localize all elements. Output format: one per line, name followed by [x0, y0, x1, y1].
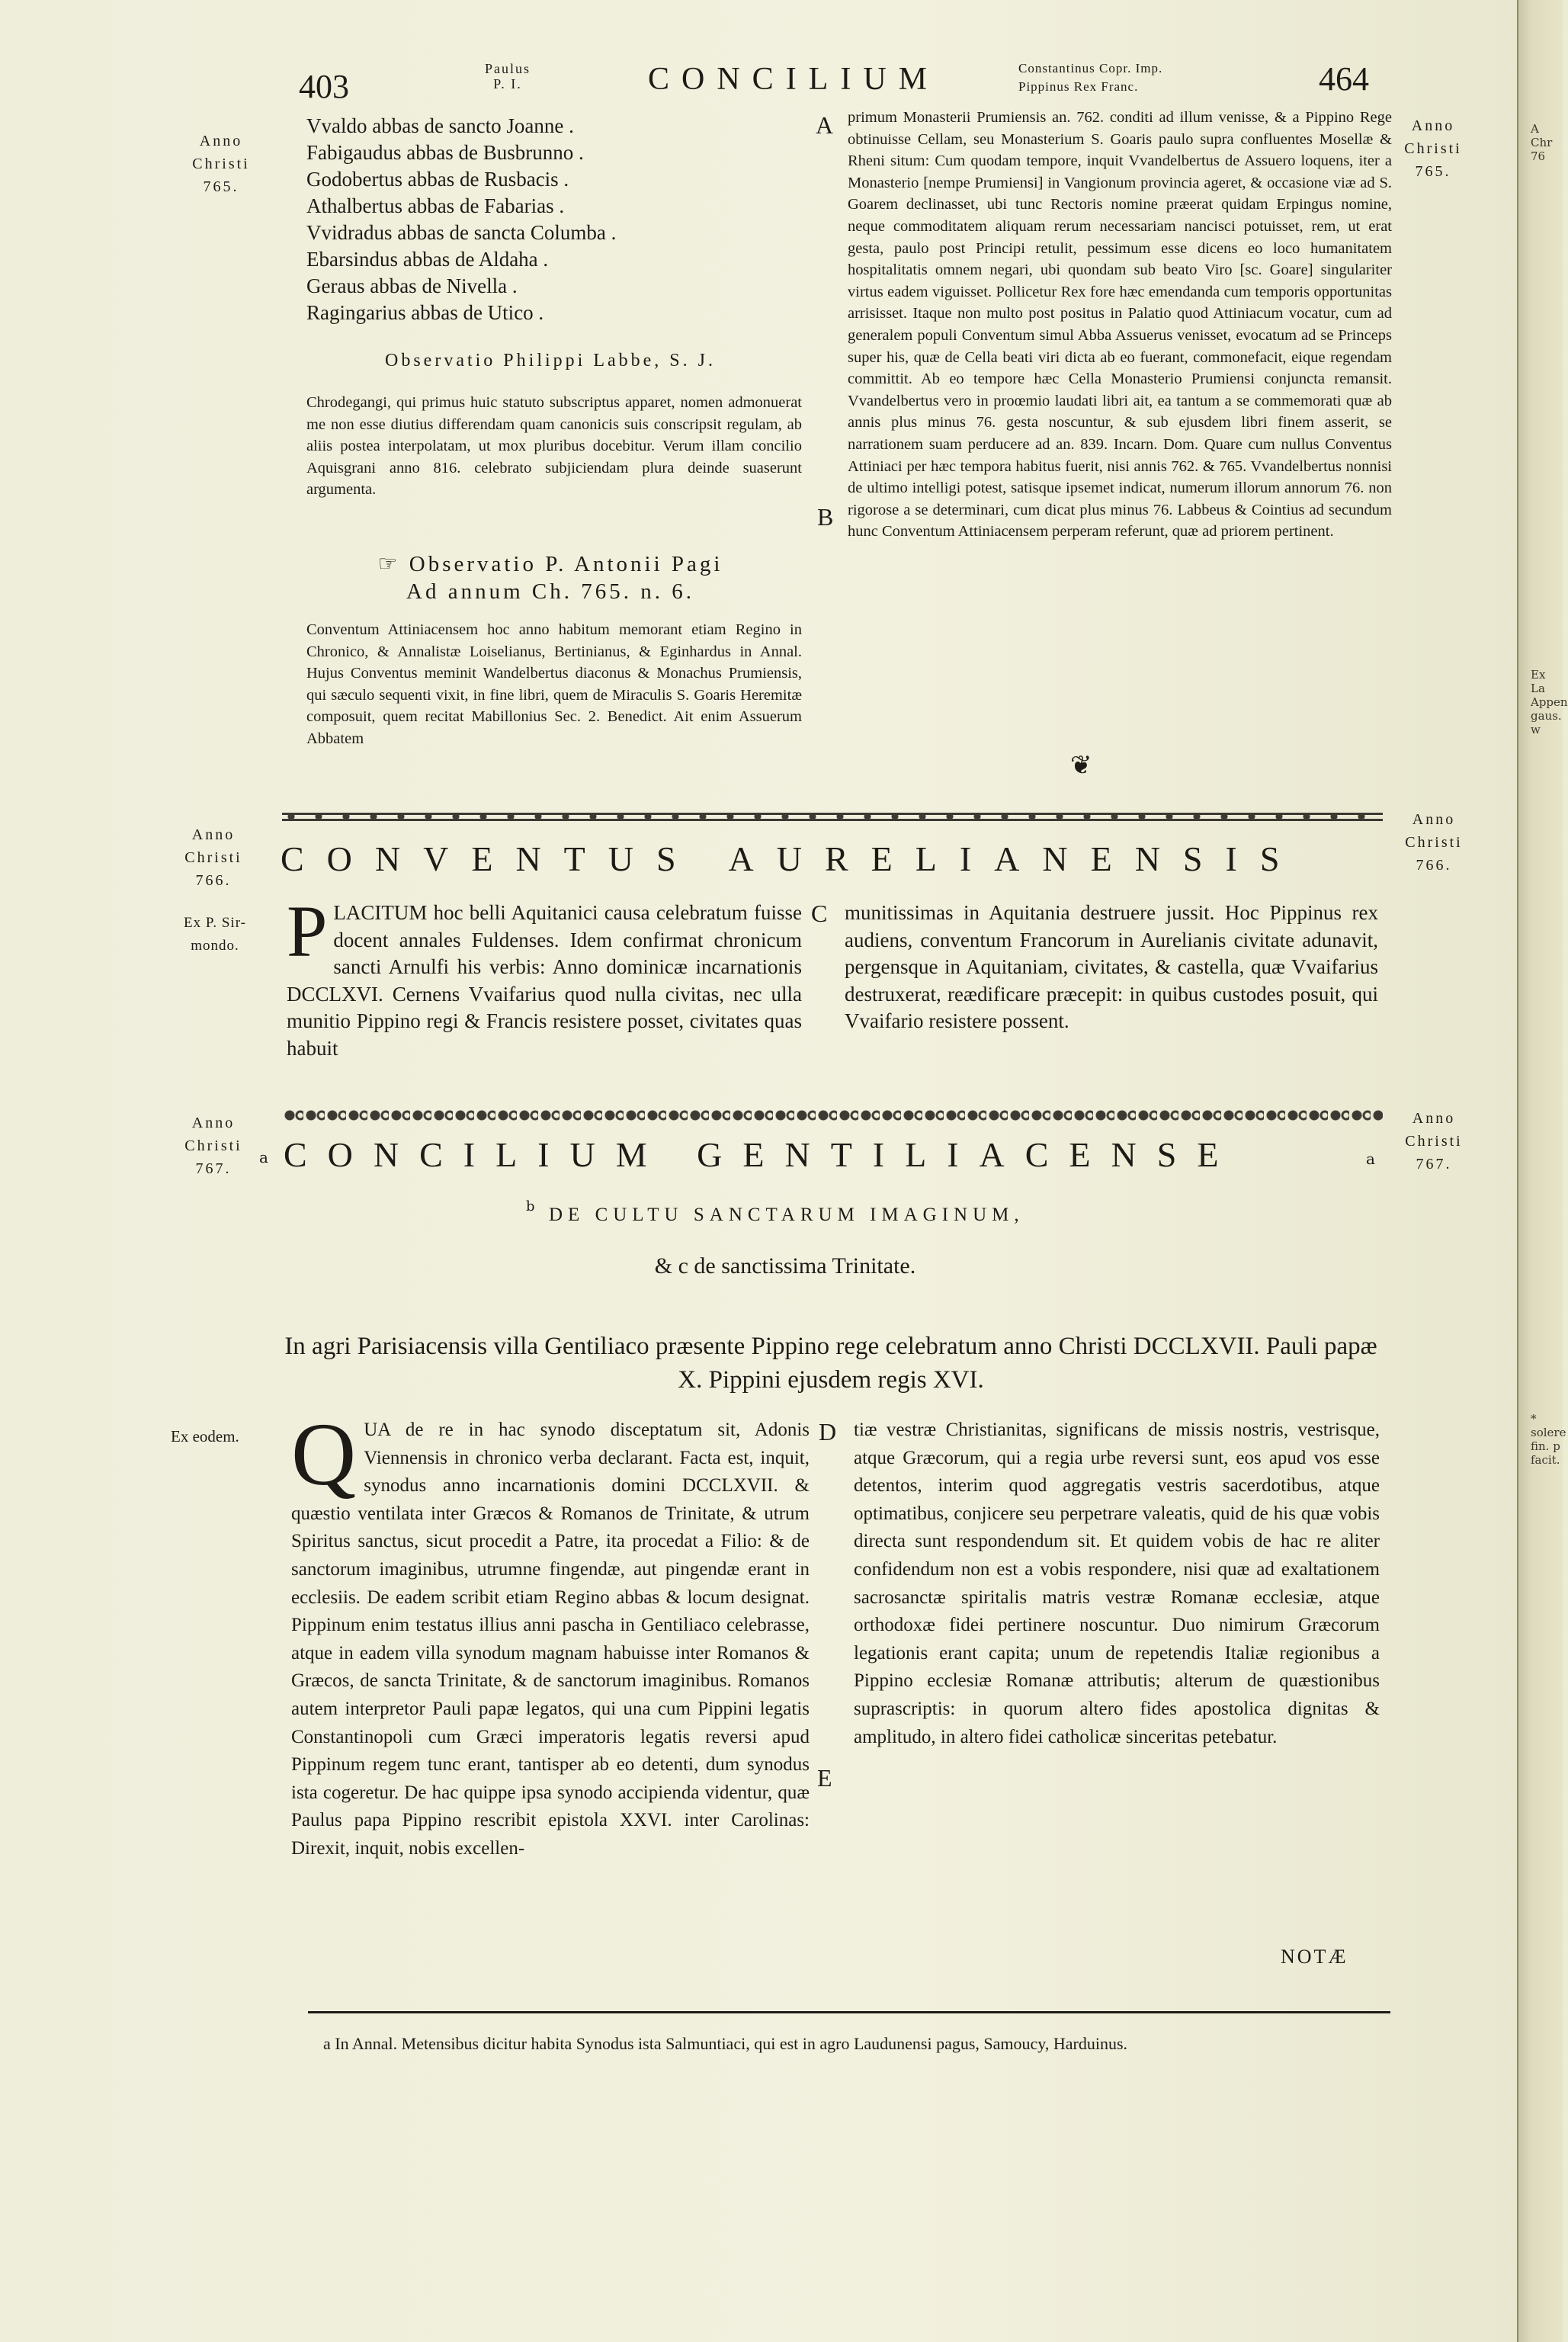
conventus-left-body: LACITUM hoc belli Aquitanici causa celebratum fuisse docent annales Fuldenses. Idem confirmat chronicum sancti Arnulfi his verbis: Anno dominicæ incarnationis DCCLXVI. Cernens Vvaifarius quod nulla civitas, nec ulla munitio Pippino regi & Francis resistere posset, civitates quas habuit — [287, 901, 802, 1060]
edge-line: Ex La — [1531, 668, 1546, 695]
running-head-right-line1: Constantinus Copr. Imp. — [1018, 61, 1163, 75]
section-letter-b: B — [817, 503, 834, 531]
abbots-list — [306, 113, 794, 326]
ornament-band-middle — [282, 1107, 1383, 1124]
observatio-labbe-title: Observatio Philippi Labbe, S. J. — [385, 351, 716, 371]
list-item: Geraus abbas de Nivella . — [306, 274, 518, 297]
ornament-band-top — [282, 808, 1383, 825]
adjacent-page-edge — [1517, 0, 1568, 2342]
list-item: Fabigaudus abbas de Busbrunno . — [306, 141, 584, 164]
edge-line: A — [1531, 122, 1539, 136]
margin-line: 765. — [203, 178, 239, 195]
observatio-pagi-title: ☞ Observatio P. Antonii Pagi — [377, 552, 723, 576]
margin-line: Christi — [1405, 1133, 1463, 1150]
observatio-pagi-subtitle: Ad annum Ch. 765. n. 6. — [406, 579, 694, 604]
margin-line: 767. — [1416, 1156, 1452, 1173]
margin-line: Christi — [184, 1137, 242, 1154]
margin-anno-766-left — [168, 823, 259, 892]
edge-line: Chr — [1531, 136, 1553, 149]
edge-text-top — [1531, 122, 1561, 163]
fleuron-ornament: ❦ — [1070, 750, 1092, 781]
margin-line: Anno — [1412, 811, 1456, 828]
note-marker-b: b — [526, 1198, 535, 1214]
edge-line: fin. p — [1531, 1439, 1560, 1453]
observatio-pagi-heading — [299, 550, 802, 605]
margin-line: Christi — [1405, 834, 1463, 851]
margin-anno-767-left — [168, 1112, 259, 1180]
page-number-right: 464 — [1319, 60, 1369, 98]
conventus-title: CONVENTUS AURELIANENSIS — [281, 839, 1303, 878]
dropcap-p: P — [287, 890, 328, 972]
margin-line: Christi — [192, 156, 250, 172]
concilium-intro: In agri Parisiacensis villa Gentiliaco præsente Pippino rege celebratum anno Christi DCCLXVII. Pauli papæ X. Pippini ejusdem regis XVI. — [284, 1333, 1377, 1394]
running-head-right — [1018, 59, 1201, 96]
observatio-labbe-text: Chrodegangi, qui primus huic statuto subscriptus apparet, nomen admonuerat me non esse diutius differendam quam canonicis suis conscripsit regulam, ab aliis postea interpolatam, ut mox pluribus docebitur. Verum illam concilio Aquisgrani anno 816. celebrato subjiciendam plura deinde suaserunt argumenta. — [306, 394, 802, 499]
observatio-pagi-text: Conventum Attiniacensem hoc anno habitum memorant etiam Regino in Chronico, & Annalistæ Loiselianus, Bertinianus, & Eginhardus in Annal. Hujus Conventus meminit Wandelbertus diaconus & Monachus Prumiensis, qui sæculo sequenti vixit, in fine libri, quem de Miraculis S. Goaris Heremitæ composuit, quem recitat Mabillonius Sec. 2. Benedict. Ait enim Assuerum Abbatem — [306, 621, 802, 747]
running-head-left — [462, 61, 553, 91]
note-marker-a2: a — [1366, 1150, 1375, 1168]
concilium-left-body: UA de re in hac synodo disceptatum sit, Adonis Viennensis in chronico verba declarant. Facta est, inquit, synodus anno incarnationis domini DCCLXVII. & quæstio ventilata inter Græcos & Romanos de Trinitate, & utrum Spiritus sanctus, sicut procedit a Patre, ita procedat a Filio: & de sanctorum imaginibus, utrumne fingendæ, aut pingendæ erant in ecclesiis. De eadem scribit etiam Regino abbas & locum designat. Pippinum enim testatus illius anni pascha in Gentiliaco celebrasse, atque in eadem villa synodum magnam habuisse inter Romanos & Græcos, de sancta Trinitate, & de sanctorum imaginibus. Romanos autem interpretor Pauli papæ legatos, qui una cum Pippini legatis Constantinopoli cum Græci imperatoris legatis reversi apud Pippinum regem tunc erant, tantisper ab eo detenti, dum synodus ista cogeretur. De hac quippe ipsa synodo accipienda videntur, quæ Paulus papa Pippino rescribit epistola XXVI. inter Carolinas: Direxit, inquit, nobis excellen- — [291, 1420, 810, 1859]
margin-line: 766. — [1416, 857, 1452, 874]
catchword: NOTÆ — [1281, 1946, 1348, 1968]
margin-line: Christi — [1404, 140, 1462, 157]
edge-line: Appen — [1531, 695, 1568, 709]
margin-line: Anno — [191, 826, 236, 843]
list-item: Vvaldo abbas de sancto Joanne . — [306, 114, 574, 137]
list-item: Vvidradus abbas de sancta Columba . — [306, 221, 617, 244]
margin-line: Anno — [1412, 1110, 1456, 1127]
section-letter-c: C — [811, 900, 828, 927]
margin-line: Christi — [184, 849, 242, 866]
margin-ex-eodem: Ex eodem. — [171, 1427, 239, 1445]
margin-line: Anno — [1411, 117, 1455, 134]
edge-line: facit. — [1531, 1453, 1560, 1467]
section-letter-a: A — [816, 111, 834, 139]
running-head-left-line2: P. I. — [493, 76, 522, 91]
margin-line: mondo. — [191, 938, 239, 954]
margin-line: 766. — [195, 872, 232, 889]
edge-line: * solere — [1531, 1412, 1566, 1439]
running-title: CONCILIUM — [648, 62, 939, 97]
margin-line: 767. — [195, 1160, 232, 1177]
list-item: Ragingarius abbas de Utico . — [306, 301, 544, 324]
section-letter-e: E — [817, 1764, 832, 1792]
edge-text-mid — [1531, 668, 1568, 736]
margin-ex-sirmondo — [169, 912, 261, 958]
margin-anno-766-right — [1384, 808, 1483, 877]
concilium-left-text — [291, 1404, 810, 1863]
footnote-text: a In Annal. Metensibus dicitur habita Synodus ista Salmuntiaci, qui est in agro Laudunensi pagus, Samoucy, Harduinus. — [323, 2034, 1128, 2053]
list-item: Ebarsindus abbas de Aldaha . — [306, 248, 549, 271]
list-item: Athalbertus abbas de Fabarias . — [306, 194, 565, 217]
edge-line: gaus. w — [1531, 709, 1562, 736]
concilium-subtitle: DE CULTU SANCTARUM IMAGINUM, — [549, 1205, 1024, 1225]
edge-text-low — [1531, 1412, 1566, 1467]
footnote-rule — [308, 2011, 1390, 2013]
concilium-right-text: tiæ vestræ Christianitas, significans de missis nostris, vestrisque, atque Græcorum, qui a regia urbe reversi sunt, eos apud vos esse detentos, interim quod aggregatis vestris sacerdotibus, atque optimatibus, conjicere seu perpetrare valeatis, quid de his quæ vobis directa sunt respondendum sit. Et quidem vobis de hac re aliter confidendum non est a vobis respondere, nisi quæ ad exaltationem sacrosanctæ spiritalis matris vestræ Romanæ ecclesiæ, atque orthodoxæ fidei pertinere noscuntur. Duo nimirum Græcorum legationis erant capita; unum de repetendis Italiæ regionibus a Pippino ecclesiæ Romanæ attributis; alterum de quæstionibus suprascriptis: in quorum altero fides apostolica dignitas & amplitudo, in altero fidei catholicæ sinceritas petebatur. — [854, 1420, 1380, 1747]
section-letter-d: D — [819, 1418, 837, 1445]
list-item: Godobertus abbas de Rusbacis . — [306, 168, 569, 191]
dropcap-q: Q — [291, 1404, 357, 1504]
margin-anno-765-right — [1387, 114, 1479, 183]
page-number-left: 403 — [299, 68, 349, 105]
edge-line: 76 — [1531, 149, 1546, 163]
margin-anno-767-right — [1384, 1107, 1483, 1176]
margin-line: Anno — [191, 1115, 236, 1131]
margin-anno-765-left — [175, 130, 267, 198]
note-marker-a: a — [259, 1148, 268, 1166]
right-column-text: primum Monasterii Prumiensis an. 762. conditi ad illum venisse, & a Pippino Rege obtinuisse Cellam, seu Monasterium S. Goaris paulo supra confluentes Mosellæ & Rheni situm: Cum quodam tempore, inquit Vvandelbertus de Assuero loquens, iter a Monasterio [nempe Prumiensi] in Vangionum provincia ageret, & occasione viæ ad S. Goarem declinasset, ubi tunc Rectoris nomine præerat quidam Erpingus nomine, neque commoditatem aliquam rerum necessariam nancisci potuisset, rem, ut erat gesta, paulo post Principi retulit, pessimum esse dicens eo loco humanitatem hospitalitatis omnem negari, ubi quondam sub beato Viro [sc. Goare] singulariter virtus eadem viguisset. Pollicetur Rex fore hæc emendanda cum temporis opportunitas arrisisset. Itaque non multo post positus in Palatio quod Attiniacum vocatur, cum ad generalem populi Conventum simul Abba Assuerus venisset, evocatum ad se Princeps super his, quæ de Cella beati viri dicta ab eo fuerant, commonefacit, eique regendam committit. Ab eo tempore hæc Cella Monasterio Prumiensi conjuncta remansit. Vvandelbertus vero in proœmio laudati libri ait, ea tantum a se commemorati quæ ab annis plus minus 76. gesta noscuntur, & sub ejusdem libri finem asserit, se narrationem suam perducere ad an. 839. Incarn. Dom. Quare cum nullus Conventus Attiniaci per hæc tempora habitus fuerit, nisi annis 762. & 765. Vvandelbertus nonnisi de ultimo intelligi potest, satisque ipsemet indicat, numerum illorum annorum 76. non rigorose a se determinari, cum dicat plus minus 76. Labbeus & Cointius ad secundum hunc Conventum Attiniacensem perperam referunt, quæ ad priorem pertinent. — [848, 109, 1392, 541]
margin-line: Ex P. Sir- — [184, 915, 246, 931]
margin-line: 765. — [1415, 163, 1451, 180]
concilium-subtitle-trinitate: & c de sanctissima Trinitate. — [654, 1253, 916, 1278]
margin-line: Anno — [199, 133, 243, 149]
conventus-left-text — [287, 890, 802, 1062]
conventus-right-text: munitissimas in Aquitania destruere jussit. Hoc Pippinus rex audiens, conventum Francorum in Aurelianis civitate adunavit, pergensque in Aquitaniam, civitates, & castella, quæ Vvaifarius destruxerat, reædificare præcepit: in quibus custodes posuit, qui Vvaifario resistere possent. — [845, 901, 1378, 1032]
running-head-right-line2: Pippinus Rex Franc. — [1018, 79, 1139, 94]
running-head-left-line1: Paulus — [484, 61, 531, 76]
concilium-title: CONCILIUM GENTILIACENSE — [284, 1135, 1239, 1174]
